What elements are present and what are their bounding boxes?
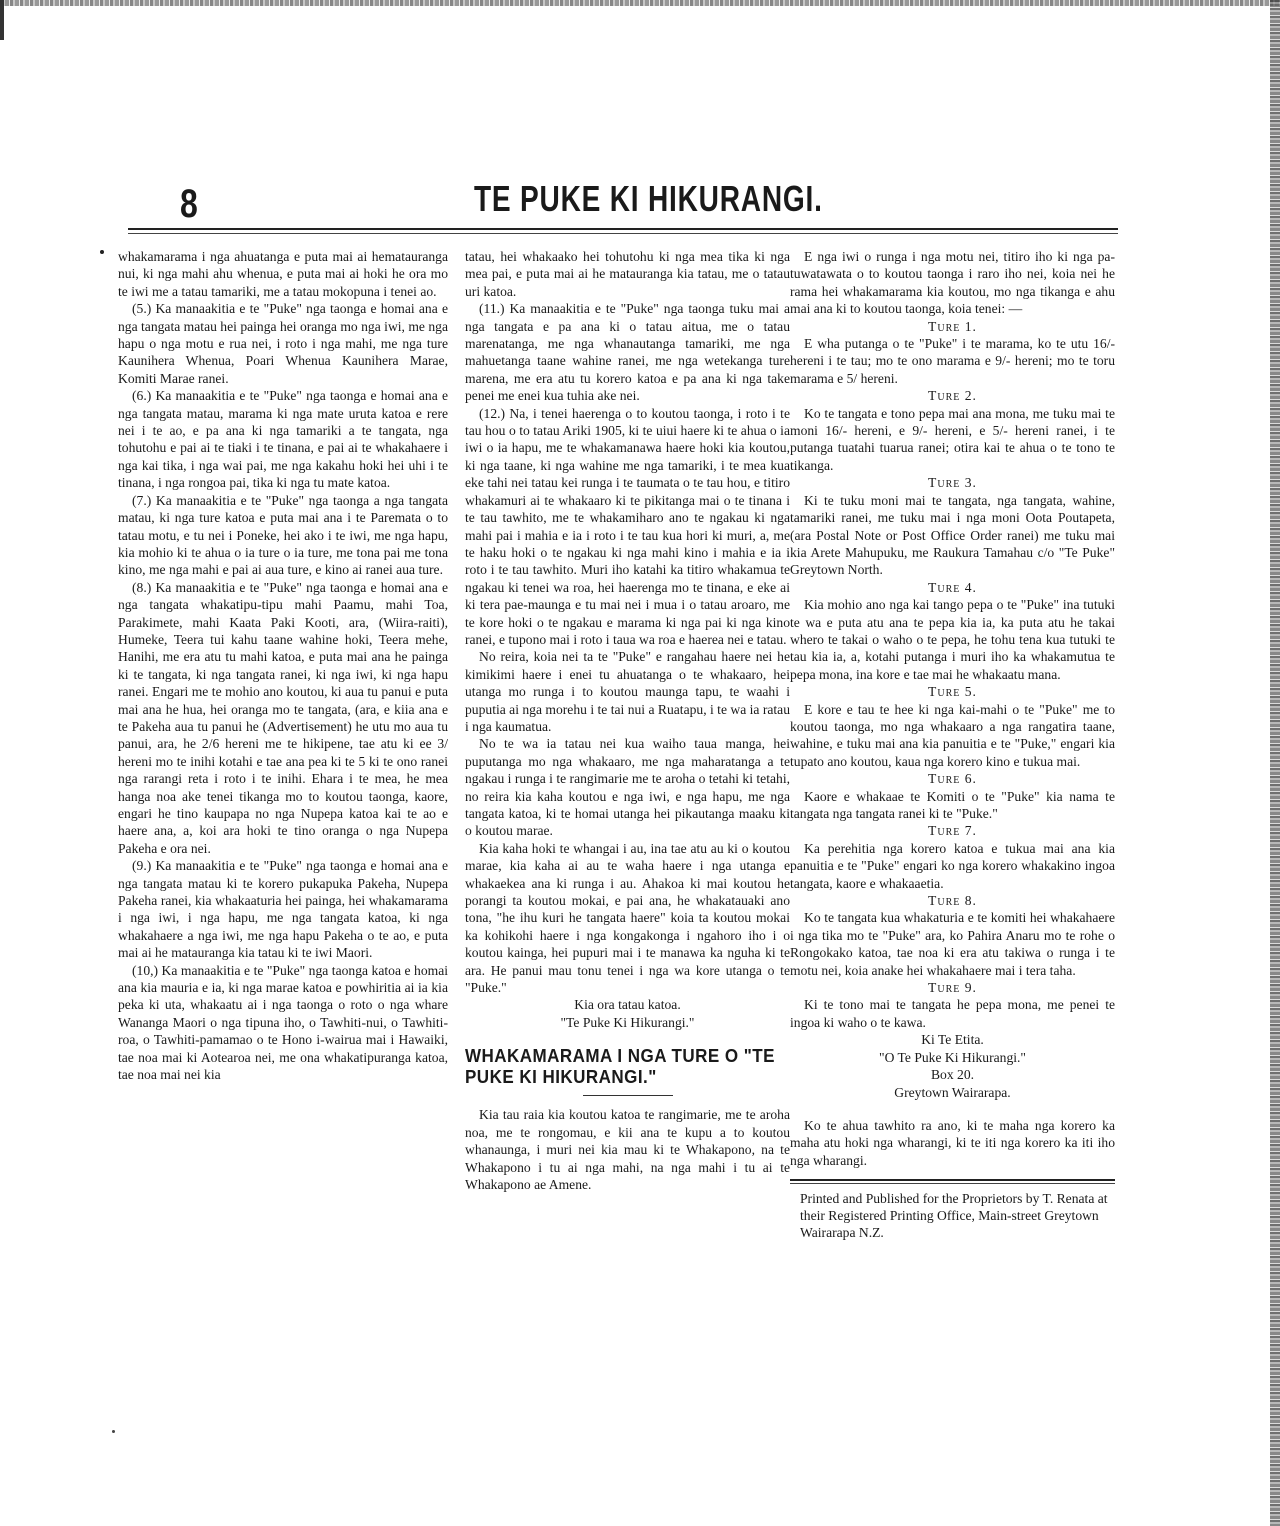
address-line: Greytown Wairarapa. [894, 1084, 1011, 1100]
rule-text-1: E wha putanga o te "Puke" i te marama, ko te utu 16/- hereni i te tau; mo te ono marama e 9/- hereni; mo te toru marama e 5/ hereni. [790, 336, 1115, 386]
rule-text-8: Ko te tangata kua whakaturia e te komiti hei whakahaere i nga tika mo te "Puke" ara, ko Pahira Anaru mo te rohe o Rongokako katoa, tae noa ki era atu takiwa o runga i te motu nei, koia anake hei whakahaere mai i tera taha. [790, 910, 1115, 978]
rule-heading-8: Ture 8. [928, 893, 977, 909]
newspaper-title: TE PUKE KI HIKURANGI. [474, 178, 823, 219]
column-3 [790, 248, 1115, 1241]
imprint: Printed and Published for the Proprietors by T. Renata at their Registered Printing Office, Main-street Greytown Wairarapa N.Z. [800, 1191, 1108, 1241]
imprint-rule-thin [790, 1183, 1115, 1184]
rule-heading-4: Ture 4. [928, 579, 977, 595]
rule-heading-5: Ture 5. [928, 684, 977, 700]
paragraph: Kia tau raia kia koutou katoa te rangimarie, me te aroha noa, me te rongomau, e kii ana te kupu a to koutou whanaunga, i muri nei kia mau ki te Whakapono, na te Whakapono i tu ai nga mahi, na nga mahi i tu ai te Whakapono ae Amene. [465, 1107, 790, 1192]
address-line: Ki Te Etita. [921, 1032, 984, 1048]
signoff: Kia ora tatau katoa. [574, 997, 681, 1013]
column-1 [118, 248, 448, 1084]
right-edge-scan-border [1270, 0, 1280, 1526]
paragraph-10: (10,) Ka manaakitia e te "Puke" nga taonga katoa e homai ana kia mauria e ia, ki nga marae katoa e powhiritia ai ia kia peka ki uta, whakaatu ai i nga taonga o roto o nga whare Wananga Maori o nga tipuna iho, o Tawhiti-nui, o Tawhiti-roa, o Tawhiti-pamamao o te Hono i-wairua mai i Hawaiki, tae noa mai ki Aotearoa nei, me ona whakatipuranga katoa, tae noa mai nei kia [118, 962, 448, 1083]
top-edge-scan-line [0, 0, 1280, 6]
paragraph-7: (7.) Ka manaakitia e te "Puke" nga taonga a nga tangata matau, ki nga ture katoa e puta mai ana i te Paremata o to tatau motu, e tu nei i Poneke, hei ako i te iwi, me nga hapu, kia mohio ki te ahua o ia ture o ia ture, me tona pai me tona kino, me nga mahi e pai ai aua ture, e kino ai ranei aua ture. [118, 492, 448, 578]
heading-rule [583, 1095, 673, 1096]
rule-text-3: Ki te tuku moni mai te tangata, nga tangata, wahine, tamariki ranei, me tuku mai i nga moni Oota Poutapeta, (ara Postal Note or Post Office Order ranei) me tuku mai kia Arete Mahupuku, me Raukura Tamahau c/o "Te Puke" Greytown North. [790, 492, 1115, 578]
paragraph: E nga iwi o runga i nga motu nei, titiro iho ki nga pa-tuwatawata o to koutou taonga i raro iho nei, koia nei he rama hei whakamarama kia koutou, mo nga tikanga e ahu mai ana ki to koutou taonga, koia tenei: — [790, 249, 1115, 317]
paragraph-5: (5.) Ka manaakitia e te "Puke" nga taonga e homai ana e nga tangata matau hei painga hei oranga mo nga iwi, me nga hapu o nga motu e rua nei, i roto i nga mahi, me nga ture Kaunihera Whenua, Poari Whenua Kaunihera Marae, Komiti Marae ranei. [118, 301, 448, 386]
signoff-paper: "Te Puke Ki Hikurangi." [560, 1014, 695, 1030]
column-2 [465, 248, 790, 1193]
rule-heading-9: Ture 9. [928, 980, 977, 996]
rule-heading-2: Ture 2. [928, 388, 977, 404]
rule-heading-3: Ture 3. [928, 475, 977, 491]
closing-paragraph: Ko te ahua tawhito ra ano, ki te maha nga korero ka maha atu hoki nga wharangi, ki te iti nga korero ka iti iho nga wharangi. [790, 1117, 1115, 1168]
header-rule-thin [128, 233, 1118, 234]
header-rule [128, 228, 1118, 230]
paragraph-11: (11.) Ka manaakitia e te "Puke" nga taonga tuku mai a nga tangata e pa ana ki o tatau aitua, me o tatau marenatanga, me nga whanautanga tamariki, me nga mahuetanga taane wahine ranei, me nga wetekanga ture marena, me era atu tu korero katoa e pa ana ki nga take penei me enei kua tuhia ake nei. [465, 301, 790, 404]
imprint-rule [790, 1179, 1115, 1181]
rule-text-5: E kore e tau te hee ki nga kai-mahi o te "Puke" me to koutou taonga, mo nga whakaaro a nga rangatira taane, wahine, e tuku mai ana kia panuitia e te "Puke," engari kia tupato ano koutou, kaua nga korero kino e tukua mai. [790, 701, 1115, 769]
paragraph-6: (6.) Ka manaakitia e te "Puke" nga taonga e homai ana e nga tangata matau, marama ki nga mate uruta katoa e rere nei i te ao, e pa ana ki nga tamariki a te tangata, nga tohutohu e pai ai te tiaki i te tinana, e pai ai te whakahaere i nga kai tika, i nga wai pai, me nga kakahu hoki hei uhi i te tinana, i nga rongoa pai, tika ki nga tu mate katoa. [118, 388, 448, 491]
rule-text-6: Kaore e whakaae te Komiti o te "Puke" kia nama te tangata nga tangata ranei ki te "Puke." [790, 788, 1115, 821]
rule-text-9: Ki te tono mai te tangata he pepa mona, me penei te ingoa ki waho o te kawa. [790, 997, 1115, 1030]
paragraph: Kia kaha hoki te whangai i au, ina tae atu au ki o koutou marae, kia kaha ai au te waha haere i nga utanga e whakaekea ana ki runga i au. Ahakoa ki mai koutou he porangi ta koutou mokai, e pai ana, he whakatauaki ano tona, "he ihu kuri he tangata haere" koia ta koutou mokai ka kohikohi haere i nga kongakonga i ngahoro iho i o koutou kainga, hei pupuri mai i te manawa ka nguha ki te ara. He panui mau tonu tenei i nga wa kore utanga o te "Puke." [465, 840, 790, 996]
rule-heading-7: Ture 7. [928, 823, 977, 839]
paragraph: No reira, koia nei ta te "Puke" e rangahau haere nei he kimikimi haere i enei tu ahuatanga o te whakaaro, hei utanga mo runga i to koutou maunga tapu, te waahi i puputia ai nga morehu i te tai nui a Ruatapu, i te wa ia ratau i nga kaumatua. [465, 649, 791, 734]
section-heading: WHAKAMARAMA I NGA TURE O "TE PUKE KI HIKURANGI." [465, 1045, 775, 1088]
paragraph-8: (8.) Ka manaakitia e te "Puke" nga taonga e homai ana e nga tangata whakatipu-tipu mahi Paamu, mahi Toa, Parakimete, mahi Kaata Paki Kooti, ara, (Wiira-raiti), Humeke, Teera tui kahu taane wahine hoki, Teera mehe, Hanihi, me era atu tu mahi katoa, e puta mai ana he painga ki te tangata, ki nga tangata ranei, ki nga iwi, ki nga hapu ranei. Engari me te mohio ano koutou, ki aua tu panui e puta mai ana he hua, hei oranga mo te tangata, (ara, e kiia ana e te Pakeha aua tu panui he (Advertisement) he utu mo aua tu panui, ara, he 2/6 hereni me te hikipene, tae atu ki ee 3/ hereni mo te inihi kotahi e tae ana pea ki te 5 ki te ono ranei nga rarangi reta i roto i te inihi. Ehara i te mea, he mea hanga noa ake tenei tikanga mo to koutou taonga, kaore, engari he tino kaupapa no nga Nupepa katoa kai te ao e haere ana, a, koi ara hoki te tino oranga o nga Nupepa Pakeha e ora nei. [118, 579, 448, 856]
margin-dot [100, 250, 104, 254]
left-edge-mark [0, 0, 4, 40]
paragraph: tatau, hei whakaako hei tohutohu ki nga mea tika ki nga mea pai, e puta mai ai he matauranga kia tatau, me o tatau uri katoa. [465, 249, 790, 299]
paragraph: No te wa ia tatau nei kua waiho taua manga, hei puputanga mo nga whakaaro, me nga maharatanga a te ngakau i runga i te rangimarie me te aroha o tetahi ki tetahi, no reira kia kaha koutou e nga iwi, e nga hapu, me nga tangata katoa, ki te homai utanga hei pikautanga maaku ki o koutou marae. [465, 736, 790, 839]
address-line: "O Te Puke Ki Hikurangi." [879, 1049, 1026, 1065]
rule-heading-1: Ture 1. [928, 318, 977, 334]
rule-text-2: Ko te tangata e tono pepa mai ana mona, me tuku mai te moni 16/- hereni, e 9/- hereni, e 5/- hereni ranei, i te putanga tuatahi tuarua ranei; otira kai te ahua o te tono te tikanga. [790, 405, 1115, 473]
page-number: 8 [180, 182, 198, 226]
rule-heading-6: Ture 6. [928, 771, 977, 787]
rule-text-7: Ka perehitia nga korero katoa e tukua mai ana kia panuitia e te "Puke" engari ko nga korero whakakino ingoa tangata, kaore e whakaaetia. [790, 840, 1115, 891]
address-line: Box 20. [930, 1067, 975, 1083]
margin-dot [112, 1430, 115, 1433]
paragraph-12: (12.) Na, i tenei haerenga o to koutou taonga, i roto i te tau hou o to tatau Ariki 1905, ki te uiui haere ki te ahua o ia iwi o ia hapu, me te whakamanawa haere hoki kia koutou, ki nga taane, ki nga wahine me nga tamariki, i te mea kua eke tahi nei tatau kei runga i te taumata o te tau hou, e titiro whakamuri ai te whakaaro ki te pikitanga mai o te tinana i te tau tawhito, me te whakamiharo ano te ngakau ki nga mahi pai i mahia e ia i roto i te tau kua hori ki muri, a, me te haku hoki o te ngakau ki nga mahi kino i mahia e ia i roto i te tau tawhito. Muri iho katahi ka titiro whakamua te ngakau ki tenei wa roa, hei haerenga mo te tinana, e eke ai ki tera pae-maunga e tu mai nei i mua i o tatau aroaro, me te kore hoki o te ngakau e marama ki nga pai ki nga kino ranei, e tupono mai i roto i taua wa roa e haerea nei e tatau. [465, 405, 790, 647]
rule-text-4: Kia mohio ano nga kai tango pepa o te "Puke" ina tutuki te wa e puta atu ana te pepa kia ia, ka puta atu he takai whero te takai o waho o te pepa, he tohu tena kua tutuki te tau kia ia, a, kotahi putanga i muri iho ka whakamutua te pepa mona, ina kore e tae mai he whakaatu mana. [790, 597, 1115, 682]
paragraph-9: (9.) Ka manaakitia e te "Puke" nga taonga e homai ana e nga tangata matau ki te korero pukapuka Pakeha, Nupepa Pakeha ranei, kia whakaaturia hei painga, hei whakamarama i nga iwi, i nga hapu, me nga tangata katoa, ki nga whakahaere a nga iwi, me nga hapu Pakeha o te ao, e puta mai ai he matauranga kia tatau ki te iwi Maori. [118, 858, 448, 961]
paragraph: whakamarama i nga ahuatanga e puta mai ai hematauranga nui, ki nga mahi ahu whenua, e puta mai ai hoki he ora mo te iwi me a tatau tamariki, me a tatau mokopuna i tenei ao. [118, 249, 448, 299]
